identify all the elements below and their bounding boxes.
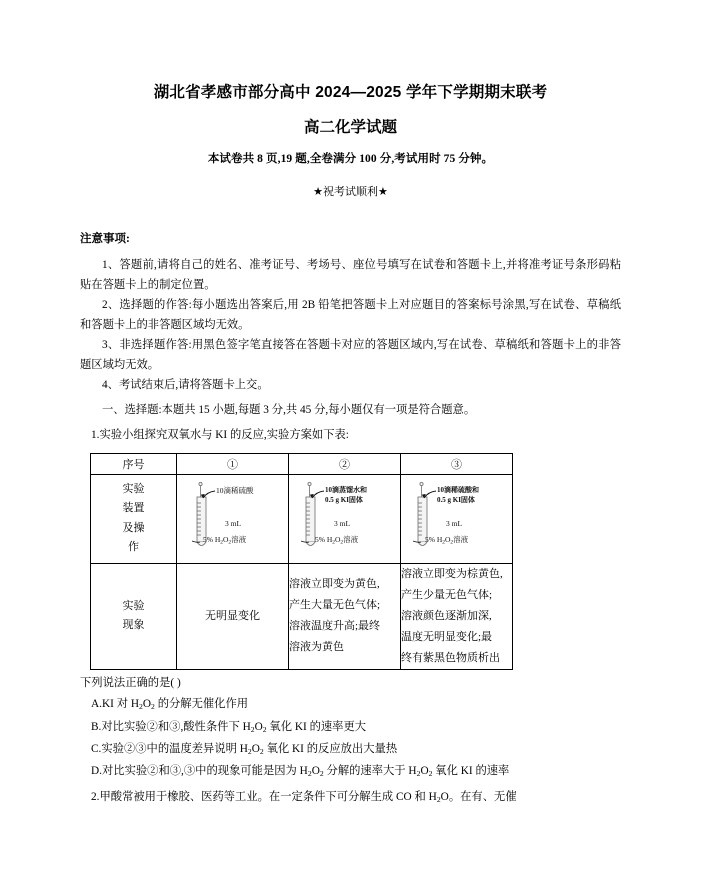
table-header-序号: 序号	[91, 453, 177, 474]
test-tube-diagram-3	[403, 479, 511, 559]
phenomenon-line: 溶液颜色逐渐加深,	[401, 609, 492, 622]
option-c[interactable]: C.实验②③中的温度差异说明 $H_2O_2$ 氧化 KI 的反应放出大量热	[91, 742, 398, 756]
phenomenon-line: 终有紫黑色物质析出	[401, 652, 500, 664]
phenomenon-line: 溶液立即变为棕黄色,	[401, 567, 503, 580]
notice-heading: 注意事项:	[80, 233, 130, 246]
apparatus-volume-label: 3 mL	[445, 518, 462, 528]
apparatus-solution-label: 5% $H_2O_2$溶液	[314, 534, 358, 546]
row-label-line: 实验	[122, 483, 145, 496]
table-header-exp-1: ①	[177, 453, 289, 474]
row-label-phenomenon	[91, 563, 177, 670]
phenomenon-line: 溶液为黄色	[289, 641, 344, 654]
notice-section	[80, 199, 621, 395]
phenomenon-line: 无明显变化	[205, 609, 260, 622]
table-row-header	[91, 453, 513, 474]
phenomenon-cell-1	[177, 563, 289, 670]
row-label-line: 作	[128, 540, 139, 553]
exam-meta-line: 本试卷共 8 页,19 题,全卷满分 100 分,考试用时 75 分钟。	[207, 153, 494, 166]
table-row-apparatus	[91, 474, 513, 563]
row-label-line: 现象	[122, 619, 145, 632]
answer-blank[interactable]: ( )	[170, 677, 181, 690]
row-label-line: 实验	[122, 600, 145, 613]
notice-item-4: 4、考试结束后,请将答题卡上交。	[102, 379, 269, 392]
section-one-heading: 一、选择题:本题共 15 小题,每题 3 分,共 45 分,每小题仅有一项是符合题意。	[102, 404, 476, 417]
test-tube-svg	[291, 479, 399, 559]
apparatus-top-label: 10滴稀硫酸	[215, 485, 253, 495]
apparatus-cell-1	[177, 474, 289, 563]
question-2-stem: 2.甲酸常被用于橡胶、医药等工业。在一定条件下可分解生成 CO 和 $H_2O$。在有、无催	[91, 790, 517, 805]
prompt-text: 下列说法正确的是	[80, 677, 171, 690]
page-subtitle: 高二化学试题	[303, 119, 397, 137]
test-tube-svg	[179, 479, 287, 559]
row-label-line: 装置	[122, 502, 145, 515]
table-header-exp-2: ②	[289, 453, 401, 474]
phenomenon-line: 产生大量无色气体;	[289, 599, 381, 612]
table-row-phenomenon	[91, 563, 513, 670]
question-1-prompt	[80, 670, 621, 693]
apparatus-volume-label: 3 mL	[333, 518, 350, 528]
phenomenon-cell-2	[289, 563, 401, 670]
table-header-exp-3: ③	[401, 453, 513, 474]
notice-item-1: 1、答题前,请将自己的姓名、准考证号、考场号、座位号填写在试卷和答题卡上,并将准考证号条形码粘贴在答题卡上的制定位置。	[80, 258, 621, 291]
apparatus-top-label-2: 0.5 g KI固体	[324, 495, 363, 504]
notice-item-3: 3、非选择题作答:用黑色签字笔直接答在答题卡对应的答题区域内,写在试卷、草稿纸和答题卡上的非答题区域均无效。	[80, 339, 621, 372]
row-label-apparatus	[91, 474, 177, 563]
experiment-table	[90, 453, 513, 671]
phenomenon-line: 产生少量无色气体;	[401, 588, 493, 601]
test-tube-diagram-1	[179, 479, 287, 559]
apparatus-volume-label: 3 mL	[224, 518, 241, 528]
apparatus-solution-label: 5% $H_2O_2$溶液	[424, 534, 468, 546]
row-label-line: 及操	[122, 521, 145, 534]
question-1-stem: 1.实验小组探究双氧水与 KI 的反应,实验方案如下表:	[91, 429, 349, 442]
good-luck-line: ★祝考试顺利★	[313, 186, 388, 199]
test-tube-diagram-2	[291, 479, 399, 559]
experiment-table-wrapper	[80, 446, 621, 671]
phenomenon-line: 溶液立即变为黄色,	[289, 578, 380, 591]
phenomenon-cell-3	[401, 563, 513, 670]
phenomenon-line: 溶液温度升高;最终	[289, 620, 381, 633]
apparatus-cell-2	[289, 474, 401, 563]
apparatus-top-label-2: 0.5 g KI固体	[436, 495, 475, 504]
apparatus-cell-3	[401, 474, 513, 563]
apparatus-top-label: 10滴蒸馏水和	[324, 485, 367, 494]
notice-item-2: 2、选择题的作答:每小题选出答案后,用 2B 铅笔把答题卡上对应题目的答案标号涂黑,写在试卷、草稿纸和答题卡上的非答题区域均无效。	[80, 298, 621, 331]
option-b[interactable]: B.对比实验②和③,酸性条件下 $H_2O_2$ 氧化 KI 的速率更大	[91, 720, 367, 734]
page-title: 湖北省孝感市部分高中 2024—2025 学年下学期期末联考	[153, 84, 548, 101]
option-a[interactable]: A.KI 对 $H_2O_2$ 的分解无催化作用	[91, 698, 249, 712]
option-d[interactable]: D.对比实验②和③,③中的现象可能是因为 $H_2O_2$ 分解的速率大于 $H_2O_2$ 氧化 KI 的速率	[91, 764, 510, 778]
test-tube-svg	[403, 479, 511, 559]
phenomenon-line: 温度无明显变化;最	[401, 630, 493, 643]
apparatus-top-label: 10滴稀硫酸和	[436, 485, 479, 494]
apparatus-solution-label: 5% $H_2O_2$溶液	[202, 534, 246, 546]
